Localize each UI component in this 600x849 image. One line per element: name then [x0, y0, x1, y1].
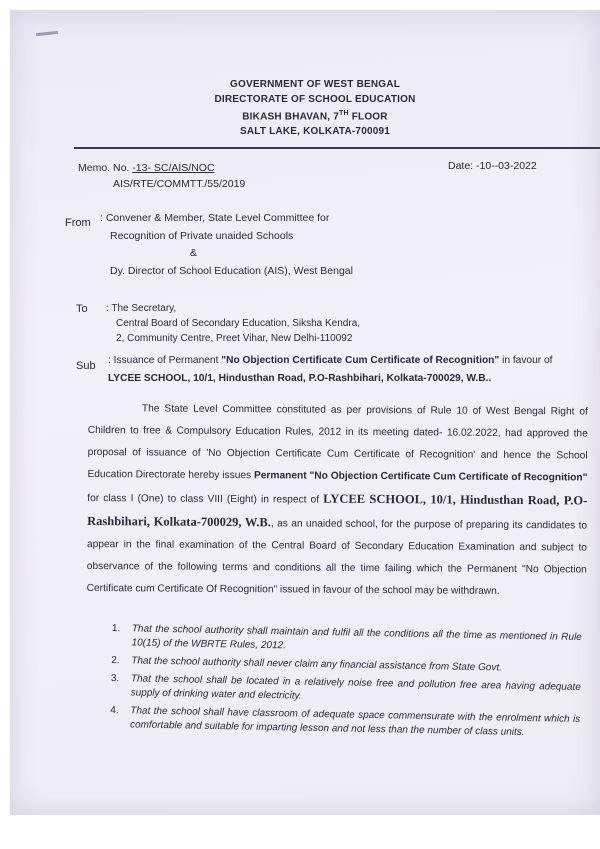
- memo-date: Date: -10--03-2022: [448, 160, 537, 172]
- to-block: [106, 301, 360, 346]
- from-line-2: Recognition of Private unaided Schools: [110, 229, 294, 242]
- condition-item: 4. That the school shall have classroom of adequate space commensurate with the enrolment which is comfortable and suitable for imparting lesson and not less than the number of class units.: [110, 704, 581, 738]
- conditions-list: [110, 622, 582, 745]
- pen-mark: [36, 31, 58, 36]
- from-block: [100, 210, 353, 280]
- letterhead-line-2: DIRECTORATE OF SCHOOL EDUCATION: [214, 93, 416, 105]
- letterhead-line-4: SALT LAKE, KOLKATA-700091: [239, 125, 391, 137]
- letterhead-line-3: BIKASH BHAVAN, 7TH FLOOR: [242, 110, 388, 123]
- body-paragraph: The State Level Committee constituted as per provisions of Rule 10 of West Bengal Right of Children to free & Compulsory Education Rules, 2012 in its meeting dated- 16.02.2022, had approved the proposal of issuance of 'No Objection Certificate Cum Certificate of Recognition' and hence the School Education Directorate hereby issues Permanent "No Objection Certificate Cum Certificate of Recognition" for class I (One) to class VIII (Eight) in respect of LYCEE SCHOOL, 10/1, Hindusthan Road, P.O-Rashbihari, Kolkata-700029, W.B., as an unaided school, for the purpose of preparing its candidates to appear in the final examination of the Central Board of Secondary Education Examination and subject to observance of the following terms and conditions all the time failing which the Permanent "No Objection Certificate cum Certificate Of Recognition" issued in favour of the school may be withdrawn.: [86, 403, 588, 597]
- memo-number: Memo. No. -13- SC/AIS/NOC: [78, 162, 215, 174]
- condition-item: 3. That the school shall be located in a relatively noise free and pollution free area having adequate supply of drinking water and electricity.: [110, 672, 581, 702]
- document-page: [10, 10, 600, 815]
- to-label: To: [76, 303, 88, 315]
- to-line-3: 2, Community Centre, Preet Vihar, New Delhi-110092: [116, 333, 353, 344]
- from-line-3: Dy. Director of School Education (AIS), West Bengal: [110, 264, 353, 277]
- header-divider: [74, 147, 600, 149]
- condition-item: 1. That the school authority shall maintain and fulfil all the conditions all the time as mentioned in Rule 10(15) of the WBRTE Rules, 2012.: [111, 622, 582, 652]
- letterhead-line-1: GOVERNMENT OF WEST BENGAL: [230, 79, 400, 90]
- from-ampersand: &: [190, 247, 198, 259]
- memo-reference: AIS/RTE/COMMTT./55/2019: [113, 178, 246, 190]
- subject-text: : Issuance of Permanent "No Objection Certificate Cum Certificate of Recognition" in favour of LYCEE SCHOOL, 10/1, Hindusthan Road, P.O-Rashbihari, Kolkata-700029, W.B..: [108, 355, 553, 384]
- subject-label: Sub: [76, 360, 96, 372]
- from-label: From: [65, 217, 91, 229]
- from-line-1: : Convener & Member, State Level Committee for: [100, 212, 330, 224]
- letterhead: [160, 78, 470, 139]
- to-line-1: : The Secretary,: [106, 303, 177, 314]
- to-line-2: Central Board of Secondary Education, Siksha Kendra,: [116, 318, 361, 329]
- condition-item: 2. That the school authority shall never claim any financial assistance from State Govt.: [111, 654, 503, 674]
